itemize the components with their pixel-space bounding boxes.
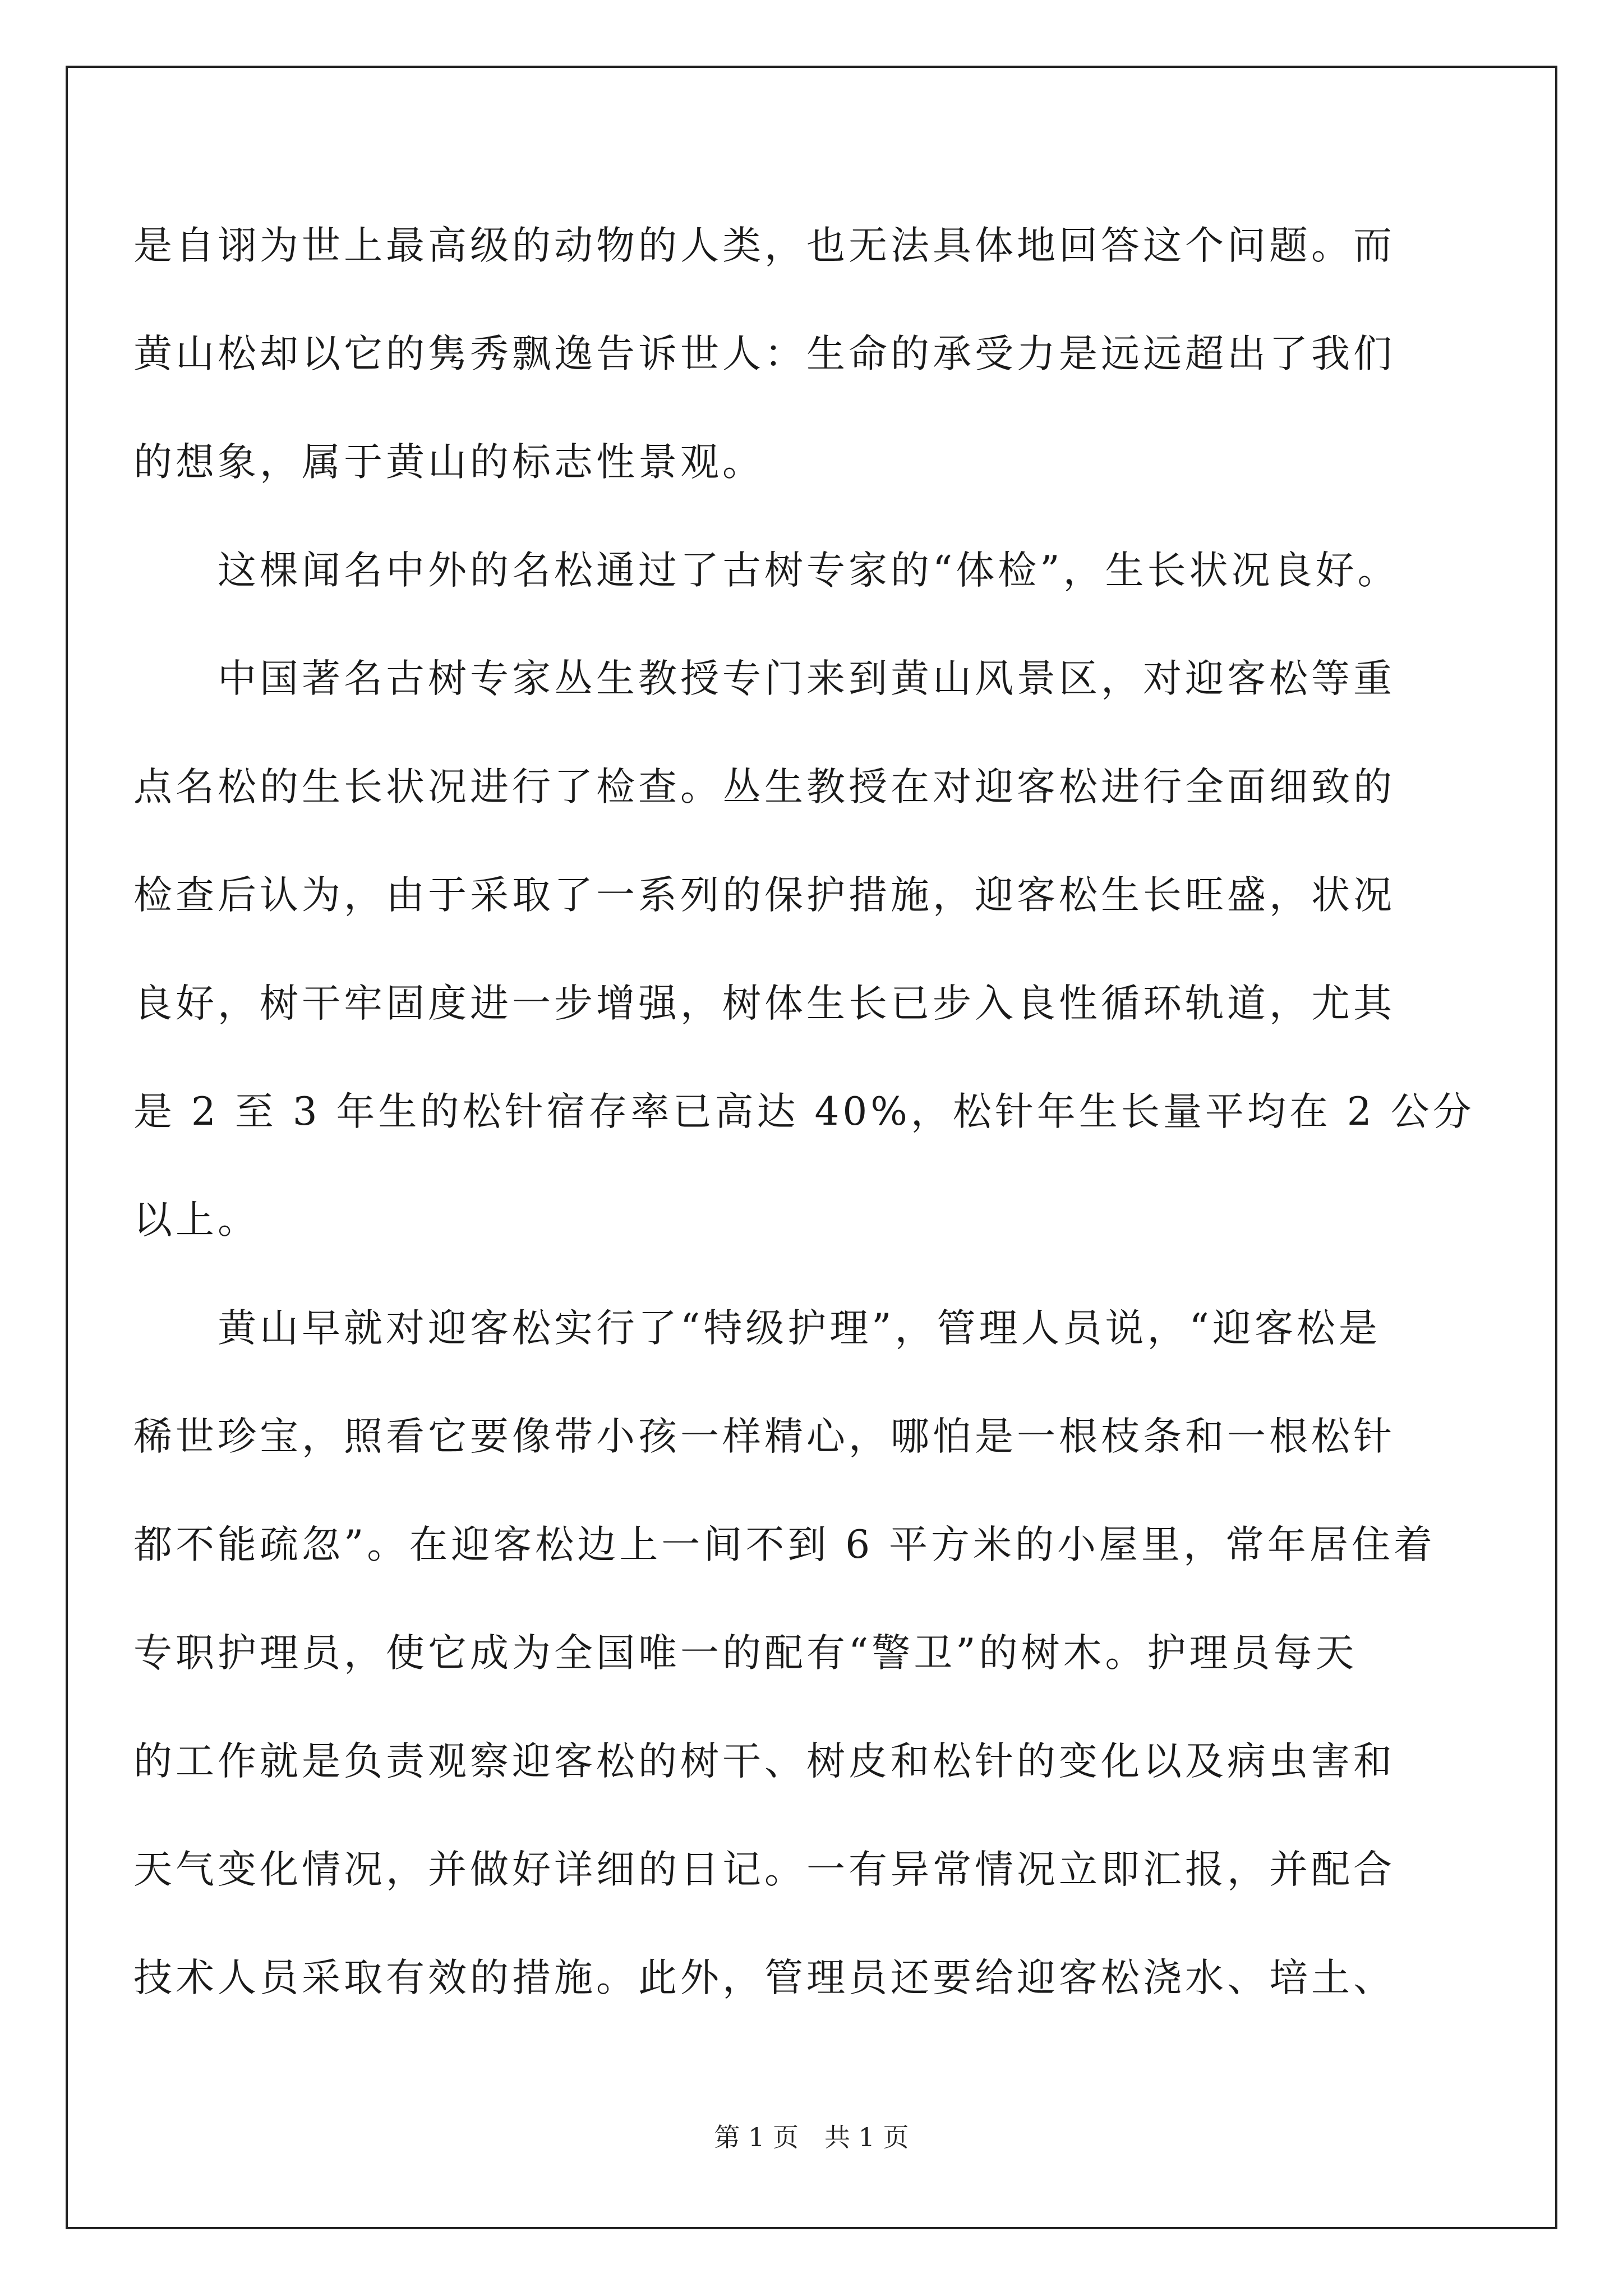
text-line: 检查后认为，由于采取了一系列的保护措施，迎客松生长旺盛，状况	[133, 873, 1395, 918]
text-line: 点名松的生长状况进行了检查。丛生教授在对迎客松进行全面细致的	[133, 765, 1395, 809]
text-line: 技术人员采取有效的措施。此外，管理员还要给迎客松浇水、培土、	[133, 1955, 1395, 2000]
text-line: 良好，树干牢固度进一步增强，树体生长已步入良性循环轨道，尤其	[133, 981, 1395, 1026]
text-line: 稀世珍宝，照看它要像带小孩一样精心，哪怕是一根枝条和一根松针	[133, 1414, 1395, 1459]
text-line: 专职护理员，使它成为全国唯一的配有“警卫”的树木。护理员每天	[133, 1631, 1358, 1676]
text-line: 的工作就是负责观察迎客松的树干、树皮和松针的变化以及病虫害和	[133, 1739, 1395, 1784]
text-line: 是自诩为世上最高级的动物的人类，也无法具体地回答这个问题。而	[133, 223, 1395, 268]
text-line: 中国著名古树专家丛生教授专门来到黄山风景区，对迎客松等重	[133, 656, 1395, 701]
text-line: 黄山松却以它的隽秀飘逸告诉世人：生命的承受力是远远超出了我们	[133, 332, 1395, 376]
text-line: 以上。	[133, 1198, 260, 1243]
text-line: 的想象，属于黄山的标志性景观。	[133, 440, 764, 485]
text-line: 是 2 至 3 年生的松针宿存率已高达 40%，松针年生长量平均在 2 公分	[133, 1089, 1475, 1134]
page-footer: 第 1 页 共 1 页	[714, 2122, 909, 2152]
text-line: 天气变化情况，并做好详细的日记。一有异常情况立即汇报，并配合	[133, 1847, 1395, 1892]
text-line: 都不能疏忽”。在迎客松边上一间不到 6 平方米的小屋里，常年居住着	[133, 1522, 1436, 1567]
document-body	[133, 192, 1536, 2032]
text-line: 黄山早就对迎客松实行了“特级护理”，管理人员说，“迎客松是	[133, 1306, 1381, 1351]
text-line: 这棵闻名中外的名松通过了古树专家的“体检”，生长状况良好。	[133, 548, 1400, 593]
